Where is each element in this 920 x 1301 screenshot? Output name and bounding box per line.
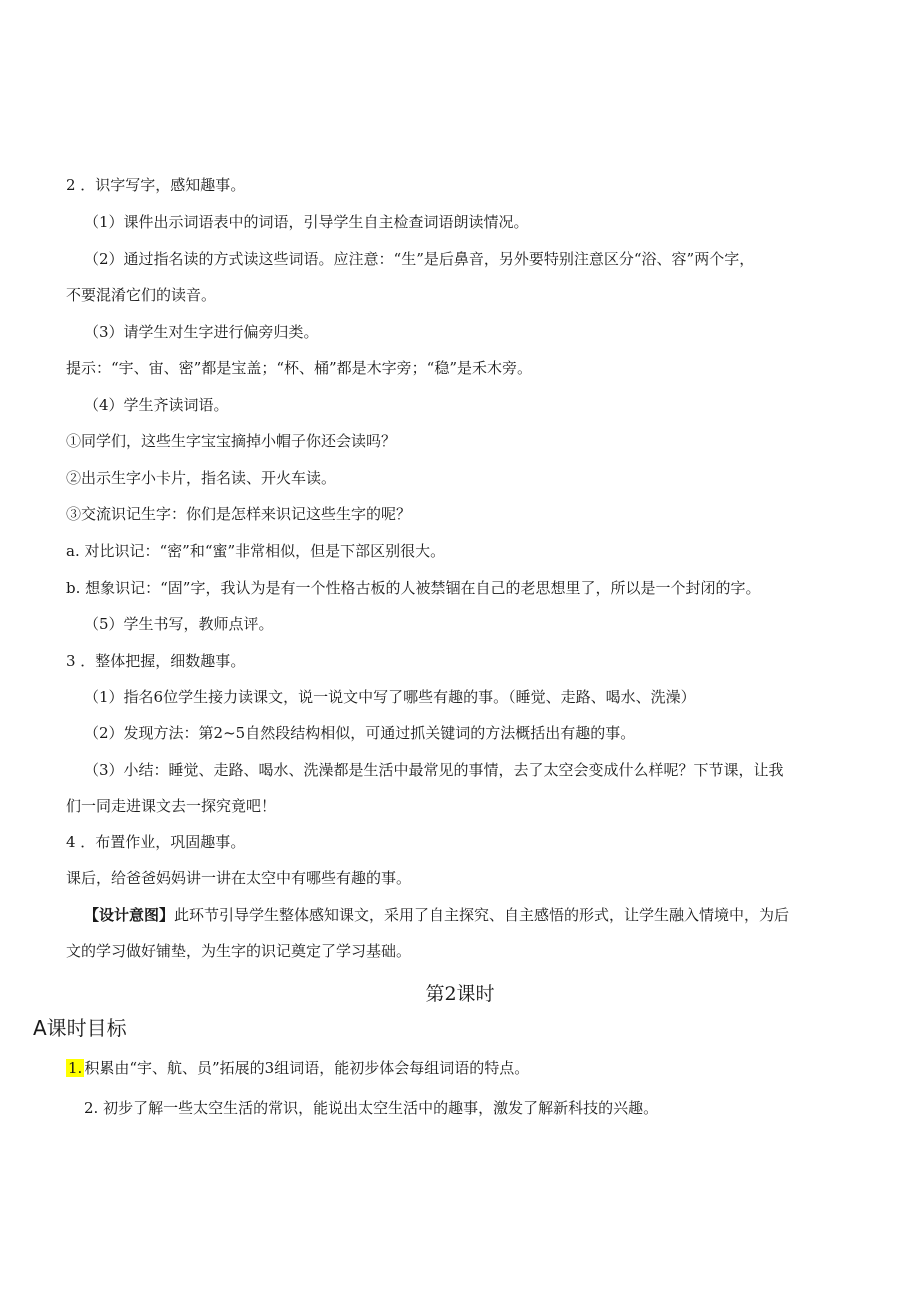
lesson-heading: 第2课时 xyxy=(425,983,495,1005)
paragraph: a. 对比识记：“密”和“蜜”非常相似，但是下部区别很大。 xyxy=(66,542,446,560)
paragraph: ③交流识记生字：你们是怎样来识记这些生字的呢？ xyxy=(66,505,412,523)
goal-text: 积累由“宇、航、员”拓展的3组词语，能初步体会每组词语的特点。 xyxy=(84,1059,530,1077)
paragraph: （2）发现方法：第2~5自然段结构相似，可通过抓关键词的方法概括出有趣的事。 xyxy=(84,724,636,742)
paragraph: 文的学习做好铺垫，为生字的识记奠定了学习基础。 xyxy=(66,942,412,960)
goal-item-1 xyxy=(66,1057,876,1079)
paragraph: （2）通过指名读的方式读这些词语。应注意：“生”是后鼻音，另外要特别注意区分“浴、容”两个字， xyxy=(84,250,755,268)
paragraph: 课后，给爸爸妈妈讲一讲在太空中有哪些有趣的事。 xyxy=(66,869,412,887)
design-intent-label: 【设计意图】 xyxy=(84,906,175,924)
paragraph: ②出示生字小卡片，指名读、开火车读。 xyxy=(66,469,337,487)
paragraph: 不要混淆它们的读音。 xyxy=(66,286,217,304)
step-2-heading: 2 ．识字写字，感知趣事。 xyxy=(66,176,246,194)
paragraph: b. 想象识记：“固”字，我认为是有一个性格古板的人被禁锢在自己的老思想里了，所以是一个封闭的字。 xyxy=(66,579,761,597)
goal-item-2: 2. 初步了解一些太空生活的常识，能说出太空生活中的趣事，激发了解新科技的兴趣。 xyxy=(84,1099,659,1117)
paragraph: 提示：“宇、宙、密”都是宝盖；“杯、桶”都是木字旁；“稳”是禾木旁。 xyxy=(66,359,533,377)
design-intent-text: 此环节引导学生整体感知课文，采用了自主探究、自主感悟的形式，让学生融入情境中，为后 xyxy=(174,906,790,924)
paragraph: （1）指名6位学生接力读课文，说一说文中写了哪些有趣的事。（睡觉、走路、喝水、洗澡） xyxy=(84,688,696,706)
design-intent-paragraph xyxy=(84,904,894,926)
paragraph: （3）小结：睡觉、走路、喝水、洗澡都是生活中最常见的事情，去了太空会变成什么样呢？下节课，让我 xyxy=(84,761,784,779)
paragraph: （5）学生书写，教师点评。 xyxy=(84,615,274,633)
paragraph: ①同学们，这些生字宝宝摘掉小帽子你还会读吗？ xyxy=(66,432,397,450)
section-title: A课时目标 xyxy=(33,1016,127,1040)
highlighted-number: 1. xyxy=(68,1059,83,1077)
paragraph: （4）学生齐读词语。 xyxy=(84,396,229,414)
paragraph: 们一同走进课文去一探究竟吧！ xyxy=(66,797,277,815)
paragraph: （1）课件出示词语表中的词语，引导学生自主检查词语朗读情况。 xyxy=(84,213,529,231)
step-3-heading: 3 ．整体把握，细数趣事。 xyxy=(66,652,246,670)
step-4-heading: 4 ．布置作业，巩固趣事。 xyxy=(66,833,246,851)
paragraph: （3）请学生对生字进行偏旁归类。 xyxy=(84,323,319,341)
